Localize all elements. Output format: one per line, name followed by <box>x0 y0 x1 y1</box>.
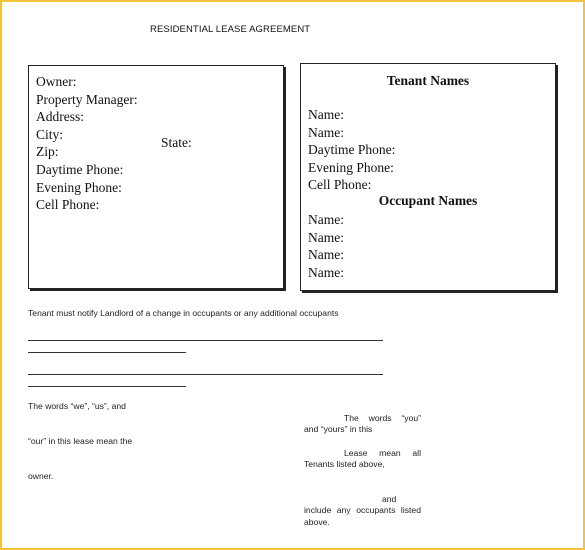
owner-cell-phone-label: Cell Phone: <box>36 197 100 213</box>
zip-label: Zip: <box>36 144 59 160</box>
property-manager-label: Property Manager: <box>36 91 138 107</box>
blank-line <box>28 352 186 353</box>
city-label: City: <box>36 126 64 142</box>
owner-fields <box>36 73 192 214</box>
tenant-definition-line <box>304 494 421 505</box>
owner-daytime-phone-label: Daytime Phone: <box>36 161 124 177</box>
tenant-names-heading: Tenant Names <box>386 73 470 88</box>
tenant-daytime-phone-label: Daytime Phone: <box>308 142 396 158</box>
occupant-name-label: Name: <box>308 229 344 245</box>
tenant-cell-phone-label: Cell Phone: <box>308 177 372 193</box>
tenant-definition-line: above. <box>304 517 330 527</box>
state-label: State: <box>161 135 192 150</box>
occupant-names-heading: Occupant Names <box>378 193 478 208</box>
occupant-name-label: Name: <box>308 264 344 280</box>
owner-info-box <box>28 65 284 289</box>
tenant-info-box <box>300 63 556 291</box>
occupant-name-label: Name: <box>308 212 344 227</box>
tenant-definition-line <box>304 448 421 459</box>
tenant-definition-text: and <box>382 494 397 504</box>
owner-definition-line: The words “we”, “us”, and <box>28 401 126 411</box>
tenant-name-label: Name: <box>308 107 344 122</box>
tenant-definition-line <box>304 413 421 424</box>
occupant-name-label: Name: <box>308 247 344 263</box>
tenant-fields <box>308 106 395 194</box>
address-label: Address: <box>36 109 84 125</box>
tenant-name-label: Name: <box>308 124 344 140</box>
tenant-definition-line: and “yours” in this <box>304 424 373 434</box>
blank-line <box>28 386 186 387</box>
tenant-definition-line: include any occupants listed <box>304 505 421 515</box>
owner-label: Owner: <box>36 74 77 89</box>
tenant-evening-phone-label: Evening Phone: <box>308 159 394 175</box>
owner-evening-phone-label: Evening Phone: <box>36 179 122 195</box>
owner-definition-line: owner. <box>28 471 54 481</box>
tenant-definition-text: The words “you” <box>344 413 421 423</box>
occupant-fields <box>308 211 344 281</box>
blank-line <box>28 340 383 341</box>
owner-definition-line: “our” in this lease mean the <box>28 436 133 446</box>
document-title: RESIDENTIAL LEASE AGREEMENT <box>150 24 311 35</box>
tenant-definition-line: Tenants listed above, <box>304 459 385 469</box>
occupant-change-notice: Tenant must notify Landlord of a change in occupants or any additional occupants <box>28 308 339 318</box>
blank-line <box>28 374 383 375</box>
lease-document-page <box>2 2 583 548</box>
tenant-definition-text: Lease mean all <box>344 448 421 458</box>
